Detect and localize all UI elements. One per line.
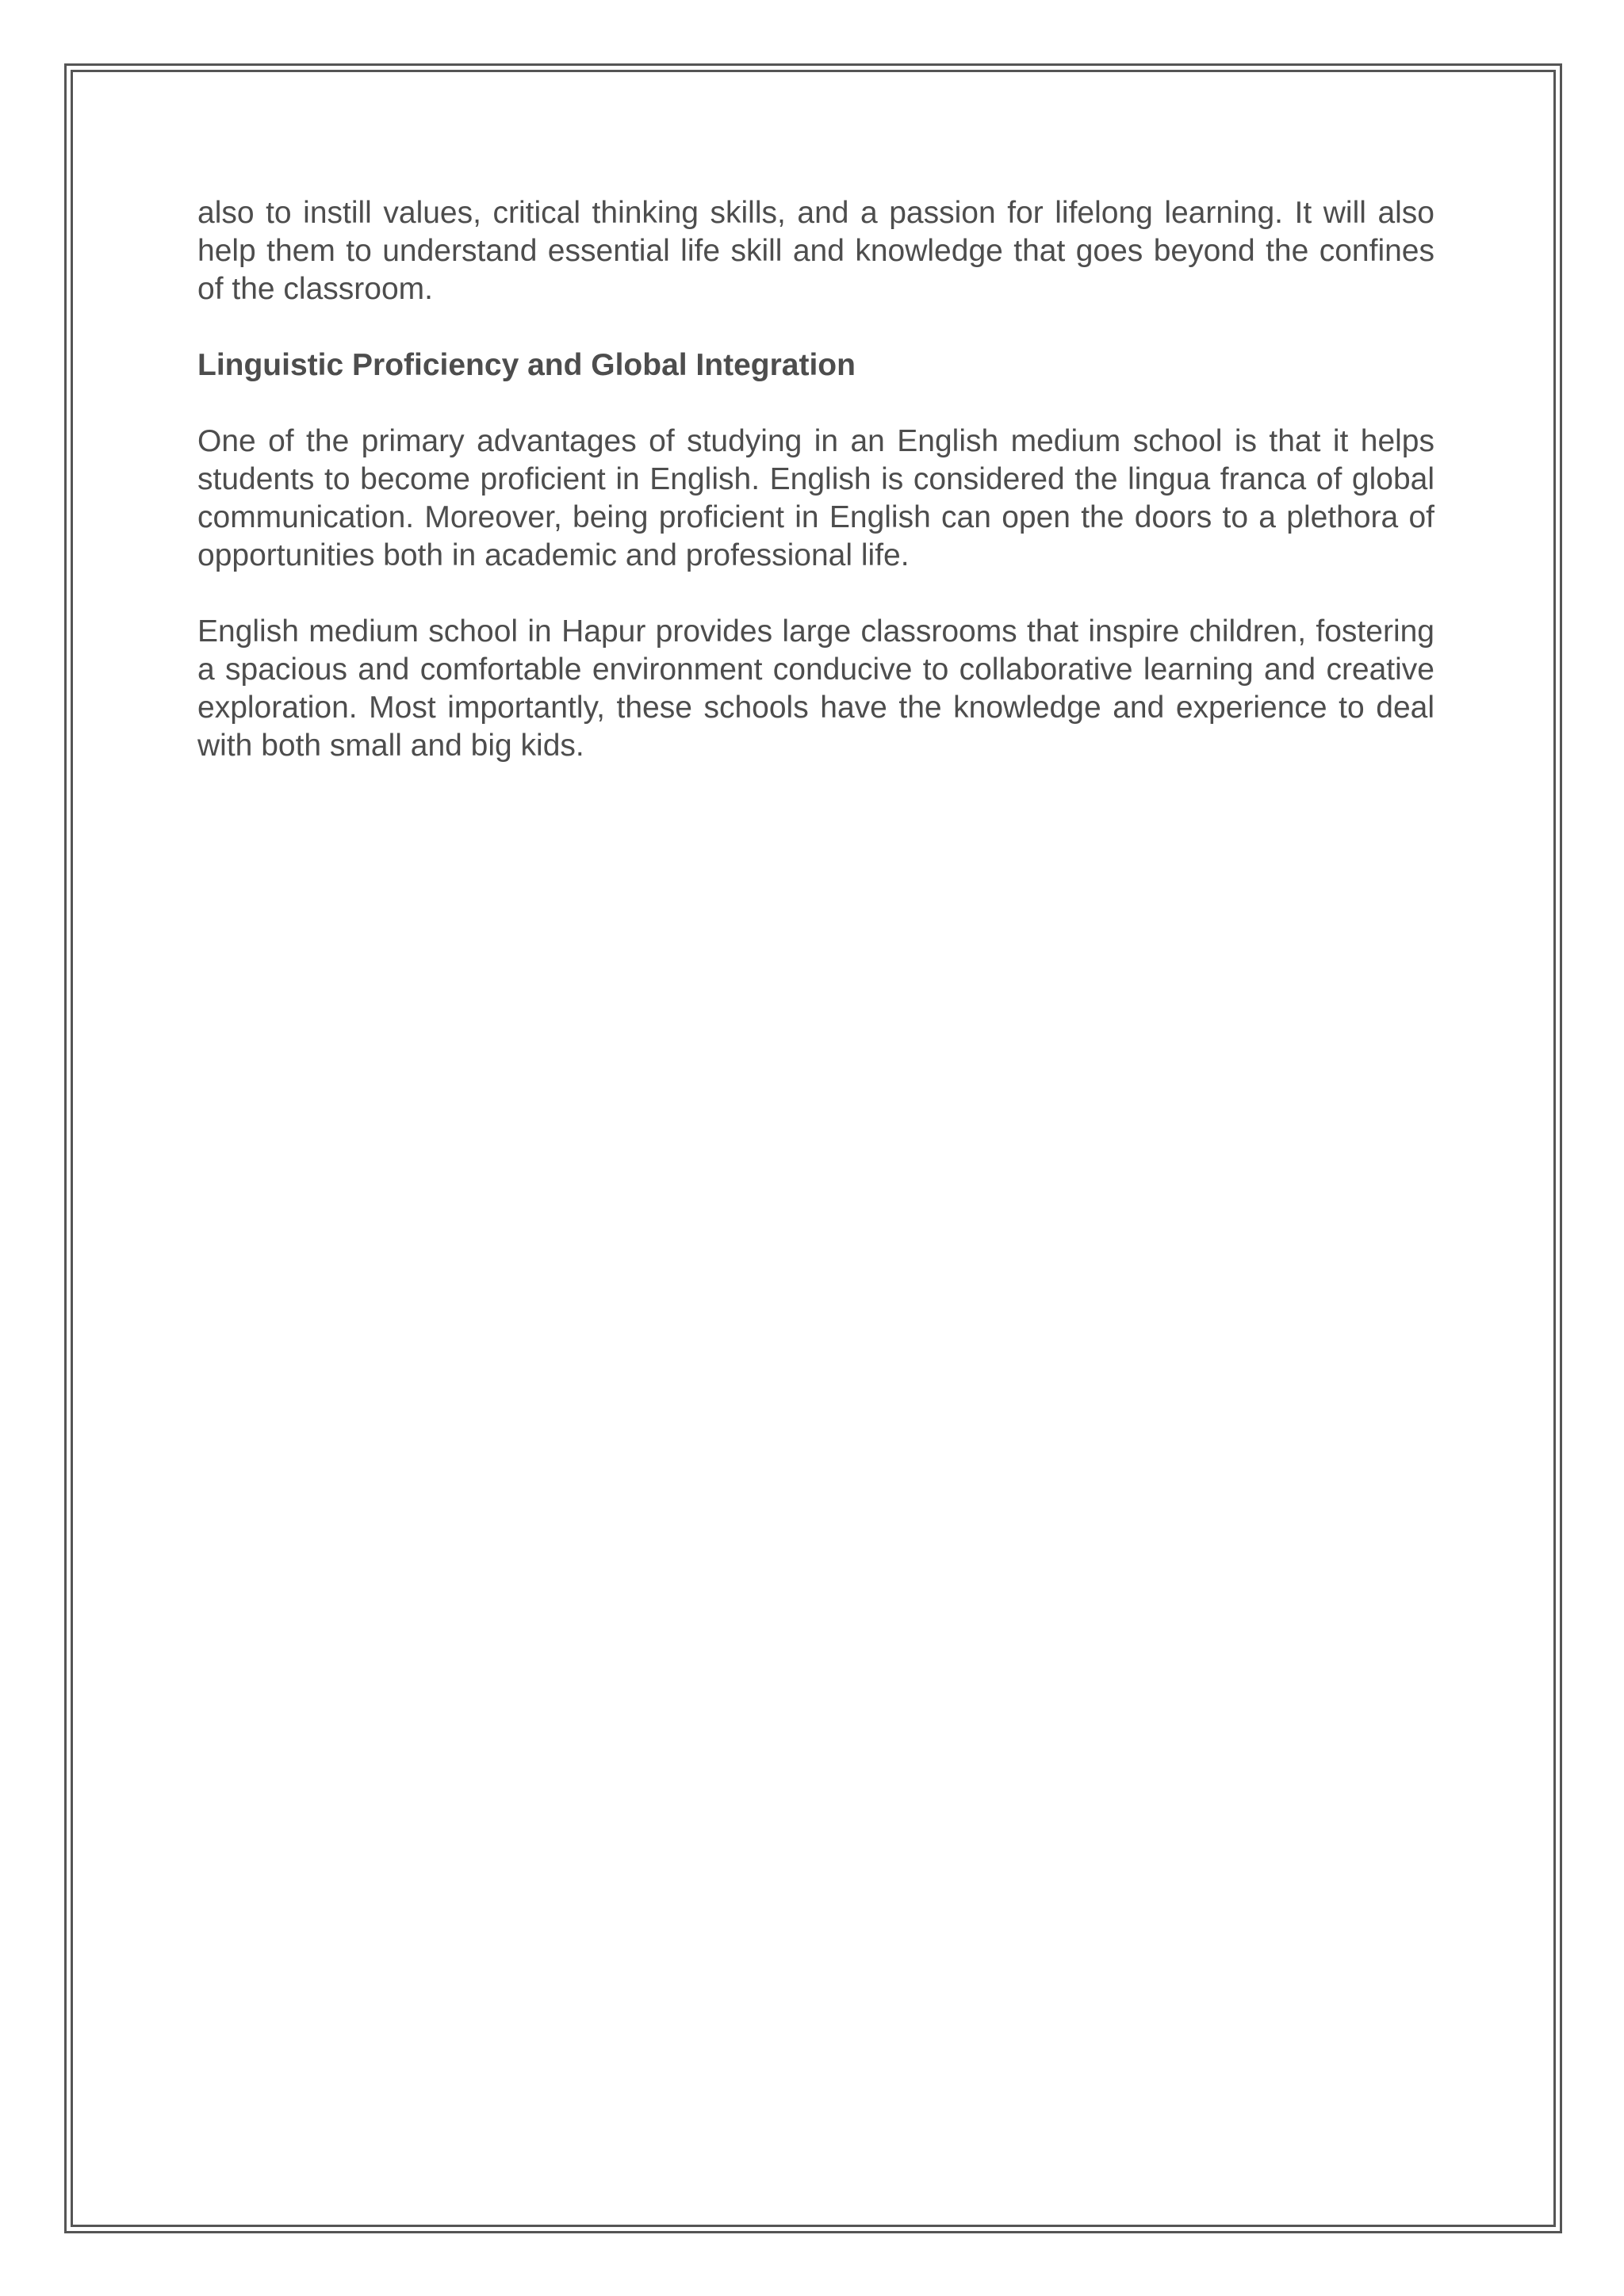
document-body (197, 194, 1434, 765)
body-paragraph: English medium school in Hapur provides large classrooms that inspire children, fostering a spacious and comfortable environment conducive to collaborative learning and creative exploration. Most importantly, these schools have the knowledge and experience to deal with both small and big kids. (197, 614, 1434, 763)
body-paragraph: also to instill values, critical thinking skills, and a passion for lifelong learning. It will also help them to understand essential life skill and knowledge that goes beyond the confines of the classroom. (197, 196, 1434, 306)
section-heading: Linguistic Proficiency and Global Integration (197, 348, 856, 382)
body-paragraph: One of the primary advantages of studying in an English medium school is that it helps students to become proficient in English. English is considered the lingua franca of global communication. Moreover, being proficient in English can open the doors to a plethora of opportunities both in academic and professional life. (197, 424, 1434, 572)
